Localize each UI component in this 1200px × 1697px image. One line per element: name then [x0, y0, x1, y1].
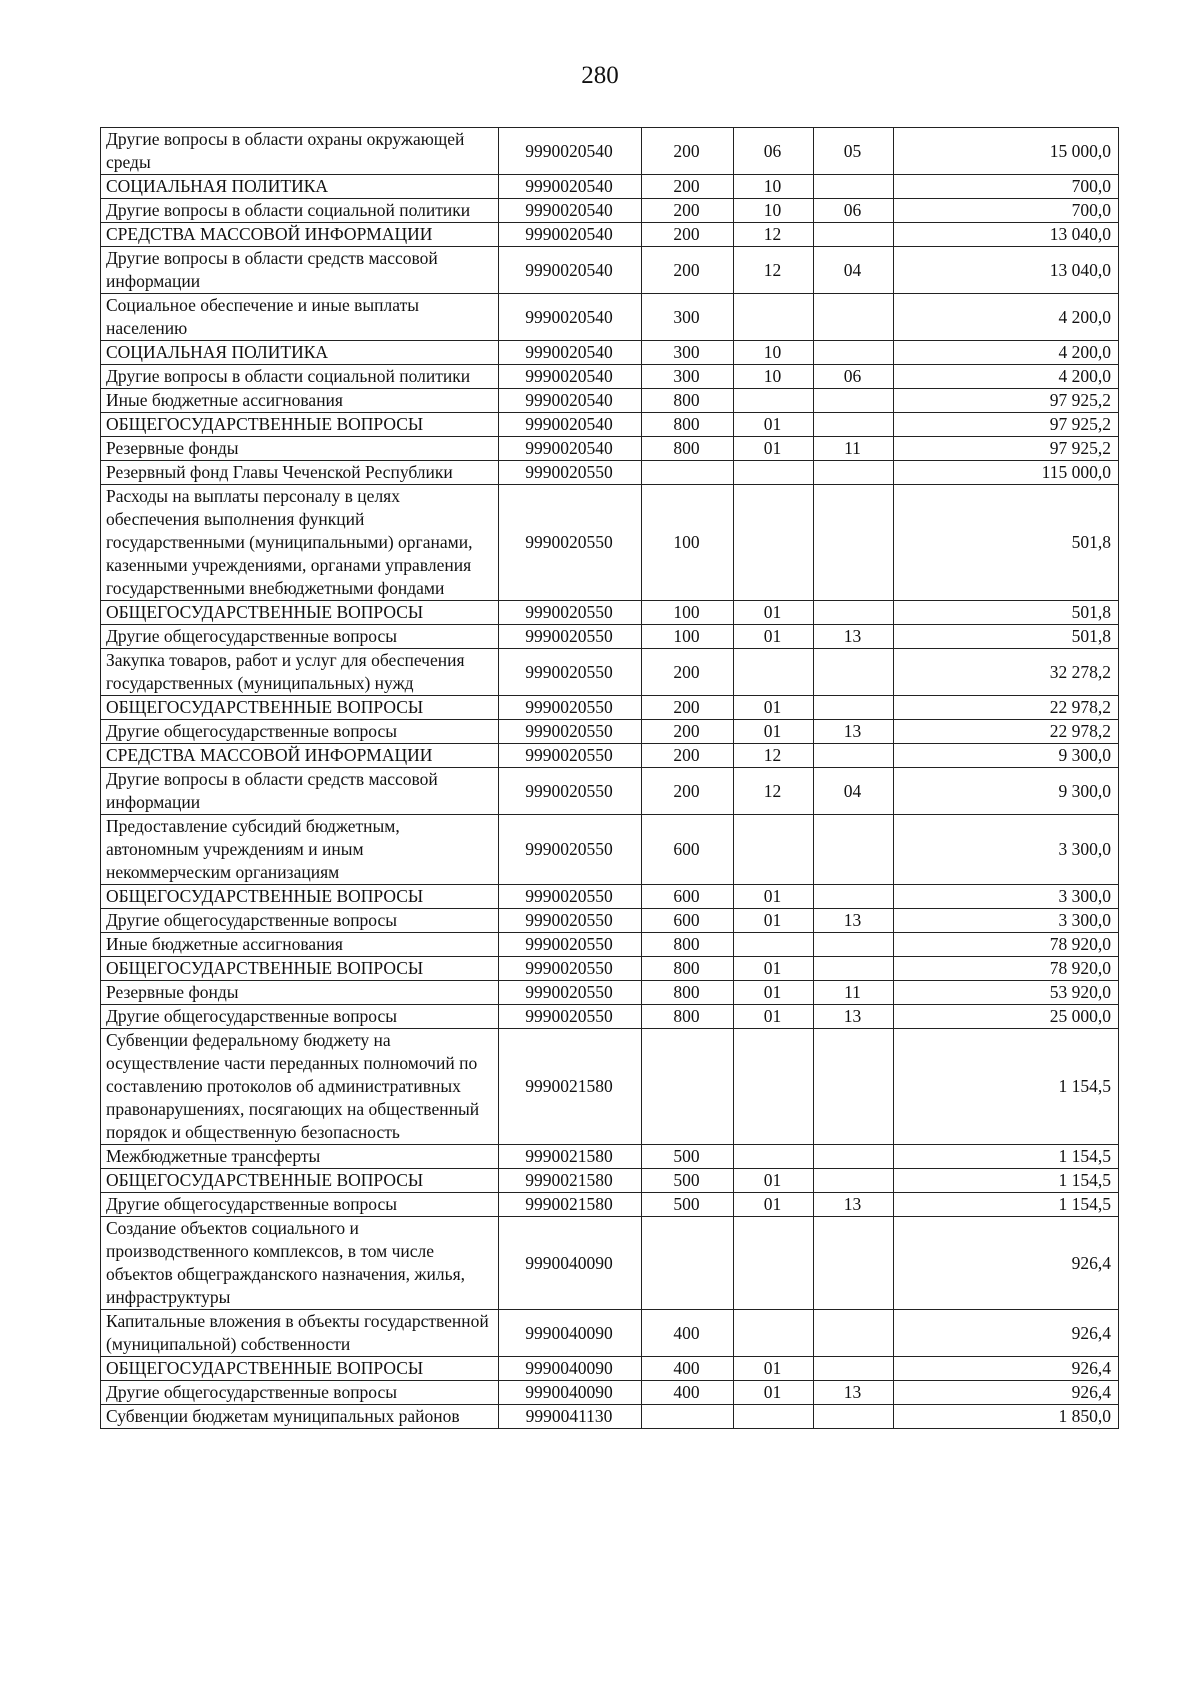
- table-row: [101, 1217, 1119, 1310]
- expense-name-cell: Другие общегосударственные вопросы: [101, 1381, 499, 1405]
- expense-type-cell: 800: [642, 981, 734, 1005]
- target-code-cell: 9990020550: [499, 696, 642, 720]
- section-cell: [734, 294, 814, 341]
- expense-name-cell: ОБЩЕГОСУДАРСТВЕННЫЕ ВОПРОСЫ: [101, 1169, 499, 1193]
- table-row: [101, 768, 1119, 815]
- section-cell: 01: [734, 1005, 814, 1029]
- expense-type-cell: 600: [642, 885, 734, 909]
- amount-cell: 22 978,2: [894, 720, 1119, 744]
- section-cell: [734, 1310, 814, 1357]
- section-cell: 10: [734, 341, 814, 365]
- amount-cell: 926,4: [894, 1310, 1119, 1357]
- amount-cell: 3 300,0: [894, 909, 1119, 933]
- section-cell: [734, 933, 814, 957]
- expense-type-cell: 400: [642, 1381, 734, 1405]
- expense-type-cell: 300: [642, 365, 734, 389]
- target-code-cell: 9990040090: [499, 1357, 642, 1381]
- amount-cell: 15 000,0: [894, 128, 1119, 175]
- table-row: [101, 175, 1119, 199]
- table-row: [101, 696, 1119, 720]
- section-cell: [734, 485, 814, 601]
- subsection-cell: [814, 815, 894, 885]
- amount-cell: 1 154,5: [894, 1029, 1119, 1145]
- table-row: [101, 365, 1119, 389]
- amount-cell: 9 300,0: [894, 768, 1119, 815]
- amount-cell: 1 154,5: [894, 1169, 1119, 1193]
- table-row: [101, 223, 1119, 247]
- table-row: [101, 413, 1119, 437]
- section-cell: 01: [734, 601, 814, 625]
- expense-type-cell: [642, 1029, 734, 1145]
- section-cell: 01: [734, 625, 814, 649]
- expense-name-cell: Капитальные вложения в объекты государственной (муниципальной) собственности: [101, 1310, 499, 1357]
- subsection-cell: [814, 1310, 894, 1357]
- expense-type-cell: 800: [642, 1005, 734, 1029]
- subsection-cell: [814, 601, 894, 625]
- expense-name-cell: Другие вопросы в области средств массовой информации: [101, 768, 499, 815]
- target-code-cell: 9990020550: [499, 744, 642, 768]
- table-row: [101, 1145, 1119, 1169]
- table-row: [101, 815, 1119, 885]
- expense-name-cell: СРЕДСТВА МАССОВОЙ ИНФОРМАЦИИ: [101, 744, 499, 768]
- subsection-cell: [814, 1145, 894, 1169]
- expense-name-cell: Резервный фонд Главы Чеченской Республики: [101, 461, 499, 485]
- section-cell: 01: [734, 720, 814, 744]
- expense-type-cell: 200: [642, 199, 734, 223]
- amount-cell: 97 925,2: [894, 437, 1119, 461]
- expense-type-cell: 200: [642, 744, 734, 768]
- expense-name-cell: СРЕДСТВА МАССОВОЙ ИНФОРМАЦИИ: [101, 223, 499, 247]
- amount-cell: 9 300,0: [894, 744, 1119, 768]
- expense-type-cell: [642, 461, 734, 485]
- expense-type-cell: 800: [642, 413, 734, 437]
- table-row: [101, 744, 1119, 768]
- target-code-cell: 9990020540: [499, 389, 642, 413]
- table-row: [101, 601, 1119, 625]
- target-code-cell: 9990020550: [499, 720, 642, 744]
- expense-type-cell: 400: [642, 1357, 734, 1381]
- subsection-cell: 04: [814, 247, 894, 294]
- section-cell: 01: [734, 413, 814, 437]
- subsection-cell: [814, 744, 894, 768]
- subsection-cell: [814, 223, 894, 247]
- section-cell: [734, 1145, 814, 1169]
- subsection-cell: 11: [814, 981, 894, 1005]
- target-code-cell: 9990020550: [499, 933, 642, 957]
- table-row: [101, 437, 1119, 461]
- section-cell: [734, 1029, 814, 1145]
- expense-type-cell: 800: [642, 933, 734, 957]
- target-code-cell: 9990020540: [499, 365, 642, 389]
- subsection-cell: [814, 696, 894, 720]
- subsection-cell: 06: [814, 199, 894, 223]
- subsection-cell: [814, 1405, 894, 1429]
- section-cell: [734, 389, 814, 413]
- table-row: [101, 128, 1119, 175]
- amount-cell: 1 154,5: [894, 1193, 1119, 1217]
- amount-cell: 78 920,0: [894, 957, 1119, 981]
- section-cell: 10: [734, 365, 814, 389]
- expense-type-cell: 800: [642, 389, 734, 413]
- expense-name-cell: Социальное обеспечение и иные выплаты населению: [101, 294, 499, 341]
- target-code-cell: 9990020540: [499, 294, 642, 341]
- expense-name-cell: Другие вопросы в области охраны окружающей среды: [101, 128, 499, 175]
- section-cell: [734, 461, 814, 485]
- expense-type-cell: 200: [642, 128, 734, 175]
- subsection-cell: [814, 461, 894, 485]
- subsection-cell: [814, 1029, 894, 1145]
- subsection-cell: [814, 1169, 894, 1193]
- target-code-cell: 9990040090: [499, 1381, 642, 1405]
- section-cell: 12: [734, 744, 814, 768]
- expense-type-cell: 100: [642, 625, 734, 649]
- expense-name-cell: ОБЩЕГОСУДАРСТВЕННЫЕ ВОПРОСЫ: [101, 1357, 499, 1381]
- expense-type-cell: 200: [642, 768, 734, 815]
- target-code-cell: 9990020550: [499, 909, 642, 933]
- section-cell: 01: [734, 1357, 814, 1381]
- expense-name-cell: Другие общегосударственные вопросы: [101, 1193, 499, 1217]
- table-row: [101, 981, 1119, 1005]
- subsection-cell: 13: [814, 625, 894, 649]
- amount-cell: 1 154,5: [894, 1145, 1119, 1169]
- expense-name-cell: Другие общегосударственные вопросы: [101, 909, 499, 933]
- page-number: 280: [581, 62, 619, 89]
- expense-type-cell: 100: [642, 601, 734, 625]
- subsection-cell: 13: [814, 1193, 894, 1217]
- target-code-cell: 9990020550: [499, 461, 642, 485]
- amount-cell: 700,0: [894, 199, 1119, 223]
- expense-type-cell: 200: [642, 696, 734, 720]
- expense-name-cell: Резервные фонды: [101, 981, 499, 1005]
- target-code-cell: 9990020540: [499, 413, 642, 437]
- amount-cell: 25 000,0: [894, 1005, 1119, 1029]
- subsection-cell: 11: [814, 437, 894, 461]
- subsection-cell: 13: [814, 909, 894, 933]
- expense-name-cell: Другие общегосударственные вопросы: [101, 625, 499, 649]
- expense-name-cell: Резервные фонды: [101, 437, 499, 461]
- expense-type-cell: 300: [642, 341, 734, 365]
- expense-type-cell: 600: [642, 909, 734, 933]
- section-cell: 12: [734, 768, 814, 815]
- section-cell: 01: [734, 957, 814, 981]
- amount-cell: 3 300,0: [894, 885, 1119, 909]
- amount-cell: 4 200,0: [894, 294, 1119, 341]
- target-code-cell: 9990020550: [499, 649, 642, 696]
- section-cell: [734, 649, 814, 696]
- section-cell: 01: [734, 696, 814, 720]
- section-cell: 12: [734, 247, 814, 294]
- expense-type-cell: 800: [642, 957, 734, 981]
- expense-type-cell: [642, 1405, 734, 1429]
- subsection-cell: [814, 485, 894, 601]
- amount-cell: 4 200,0: [894, 365, 1119, 389]
- target-code-cell: 9990040090: [499, 1310, 642, 1357]
- target-code-cell: 9990020540: [499, 247, 642, 294]
- expense-type-cell: 100: [642, 485, 734, 601]
- table-row: [101, 1381, 1119, 1405]
- expense-type-cell: 600: [642, 815, 734, 885]
- subsection-cell: 04: [814, 768, 894, 815]
- expense-type-cell: 200: [642, 720, 734, 744]
- subsection-cell: [814, 933, 894, 957]
- expense-name-cell: СОЦИАЛЬНАЯ ПОЛИТИКА: [101, 175, 499, 199]
- subsection-cell: [814, 175, 894, 199]
- expense-name-cell: Создание объектов социального и производственного комплексов, в том числе объектов общегражданского назначения, жилья, инфраструктуры: [101, 1217, 499, 1310]
- expense-name-cell: ОБЩЕГОСУДАРСТВЕННЫЕ ВОПРОСЫ: [101, 957, 499, 981]
- section-cell: 01: [734, 981, 814, 1005]
- expense-type-cell: 500: [642, 1145, 734, 1169]
- target-code-cell: 9990020550: [499, 625, 642, 649]
- amount-cell: 115 000,0: [894, 461, 1119, 485]
- target-code-cell: 9990020550: [499, 1005, 642, 1029]
- amount-cell: 78 920,0: [894, 933, 1119, 957]
- subsection-cell: [814, 294, 894, 341]
- expense-name-cell: Другие общегосударственные вопросы: [101, 1005, 499, 1029]
- target-code-cell: 9990020540: [499, 437, 642, 461]
- expense-name-cell: Межбюджетные трансферты: [101, 1145, 499, 1169]
- table-row: [101, 294, 1119, 341]
- amount-cell: 926,4: [894, 1381, 1119, 1405]
- target-code-cell: 9990021580: [499, 1193, 642, 1217]
- table-row: [101, 1005, 1119, 1029]
- amount-cell: 3 300,0: [894, 815, 1119, 885]
- target-code-cell: 9990021580: [499, 1169, 642, 1193]
- expense-type-cell: 400: [642, 1310, 734, 1357]
- table-row: [101, 341, 1119, 365]
- expense-type-cell: 500: [642, 1169, 734, 1193]
- expense-type-cell: [642, 1217, 734, 1310]
- subsection-cell: [814, 341, 894, 365]
- target-code-cell: 9990020550: [499, 601, 642, 625]
- target-code-cell: 9990020550: [499, 885, 642, 909]
- expense-name-cell: ОБЩЕГОСУДАРСТВЕННЫЕ ВОПРОСЫ: [101, 413, 499, 437]
- section-cell: 01: [734, 885, 814, 909]
- amount-cell: 97 925,2: [894, 413, 1119, 437]
- target-code-cell: 9990020540: [499, 341, 642, 365]
- amount-cell: 1 850,0: [894, 1405, 1119, 1429]
- target-code-cell: 9990020550: [499, 981, 642, 1005]
- expense-name-cell: ОБЩЕГОСУДАРСТВЕННЫЕ ВОПРОСЫ: [101, 601, 499, 625]
- table-row: [101, 247, 1119, 294]
- target-code-cell: 9990020540: [499, 199, 642, 223]
- subsection-cell: [814, 413, 894, 437]
- table-row: [101, 485, 1119, 601]
- section-cell: 12: [734, 223, 814, 247]
- expense-name-cell: ОБЩЕГОСУДАРСТВЕННЫЕ ВОПРОСЫ: [101, 696, 499, 720]
- table-row: [101, 720, 1119, 744]
- expense-name-cell: СОЦИАЛЬНАЯ ПОЛИТИКА: [101, 341, 499, 365]
- table-row: [101, 909, 1119, 933]
- expense-type-cell: 200: [642, 247, 734, 294]
- expense-name-cell: Предоставление субсидий бюджетным, автономным учреждениям и иным некоммерческим организациям: [101, 815, 499, 885]
- subsection-cell: [814, 389, 894, 413]
- amount-cell: 22 978,2: [894, 696, 1119, 720]
- table-row: [101, 461, 1119, 485]
- expense-name-cell: Закупка товаров, работ и услуг для обеспечения государственных (муниципальных) нужд: [101, 649, 499, 696]
- section-cell: 06: [734, 128, 814, 175]
- expense-name-cell: Другие вопросы в области социальной политики: [101, 365, 499, 389]
- budget-table: [100, 127, 1119, 1429]
- target-code-cell: 9990020550: [499, 957, 642, 981]
- section-cell: 01: [734, 437, 814, 461]
- expense-type-cell: 200: [642, 175, 734, 199]
- amount-cell: 53 920,0: [894, 981, 1119, 1005]
- amount-cell: 97 925,2: [894, 389, 1119, 413]
- table-row: [101, 199, 1119, 223]
- subsection-cell: 06: [814, 365, 894, 389]
- table-row: [101, 1169, 1119, 1193]
- expense-name-cell: Иные бюджетные ассигнования: [101, 389, 499, 413]
- subsection-cell: 13: [814, 720, 894, 744]
- expense-type-cell: 200: [642, 223, 734, 247]
- amount-cell: 501,8: [894, 601, 1119, 625]
- expense-type-cell: 800: [642, 437, 734, 461]
- budget-table-body: [101, 128, 1119, 1429]
- target-code-cell: 9990041130: [499, 1405, 642, 1429]
- table-row: [101, 649, 1119, 696]
- table-row: [101, 885, 1119, 909]
- table-row: [101, 1193, 1119, 1217]
- table-row: [101, 933, 1119, 957]
- table-row: [101, 389, 1119, 413]
- expense-type-cell: 300: [642, 294, 734, 341]
- amount-cell: 501,8: [894, 485, 1119, 601]
- section-cell: 01: [734, 909, 814, 933]
- section-cell: 01: [734, 1193, 814, 1217]
- target-code-cell: 9990020540: [499, 175, 642, 199]
- expense-name-cell: Иные бюджетные ассигнования: [101, 933, 499, 957]
- subsection-cell: 05: [814, 128, 894, 175]
- expense-name-cell: Другие вопросы в области средств массовой информации: [101, 247, 499, 294]
- table-row: [101, 957, 1119, 981]
- subsection-cell: 13: [814, 1381, 894, 1405]
- section-cell: [734, 815, 814, 885]
- amount-cell: 13 040,0: [894, 223, 1119, 247]
- target-code-cell: 9990021580: [499, 1029, 642, 1145]
- expense-name-cell: Расходы на выплаты персоналу в целях обеспечения выполнения функций государственными (муниципальными) органами, казенными учреждениями, органами управления государственными внебюджетными фондами: [101, 485, 499, 601]
- amount-cell: 700,0: [894, 175, 1119, 199]
- table-row: [101, 1405, 1119, 1429]
- expense-name-cell: Субвенции бюджетам муниципальных районов: [101, 1405, 499, 1429]
- target-code-cell: 9990040090: [499, 1217, 642, 1310]
- expense-name-cell: Другие вопросы в области социальной политики: [101, 199, 499, 223]
- expense-name-cell: ОБЩЕГОСУДАРСТВЕННЫЕ ВОПРОСЫ: [101, 885, 499, 909]
- section-cell: 10: [734, 175, 814, 199]
- subsection-cell: [814, 649, 894, 696]
- section-cell: 01: [734, 1381, 814, 1405]
- expense-name-cell: Субвенции федеральному бюджету на осуществление части переданных полномочий по составлению протоколов об административных правонарушениях, посягающих на общественный порядок и общественную безопасность: [101, 1029, 499, 1145]
- target-code-cell: 9990020550: [499, 768, 642, 815]
- section-cell: 01: [734, 1169, 814, 1193]
- target-code-cell: 9990020540: [499, 128, 642, 175]
- amount-cell: 4 200,0: [894, 341, 1119, 365]
- section-cell: [734, 1217, 814, 1310]
- subsection-cell: [814, 957, 894, 981]
- section-cell: [734, 1405, 814, 1429]
- expense-type-cell: 500: [642, 1193, 734, 1217]
- expense-name-cell: Другие общегосударственные вопросы: [101, 720, 499, 744]
- table-row: [101, 1029, 1119, 1145]
- target-code-cell: 9990021580: [499, 1145, 642, 1169]
- target-code-cell: 9990020540: [499, 223, 642, 247]
- amount-cell: 13 040,0: [894, 247, 1119, 294]
- subsection-cell: 13: [814, 1005, 894, 1029]
- section-cell: 10: [734, 199, 814, 223]
- expense-type-cell: 200: [642, 649, 734, 696]
- subsection-cell: [814, 1217, 894, 1310]
- target-code-cell: 9990020550: [499, 815, 642, 885]
- amount-cell: 32 278,2: [894, 649, 1119, 696]
- amount-cell: 926,4: [894, 1357, 1119, 1381]
- table-row: [101, 625, 1119, 649]
- amount-cell: 926,4: [894, 1217, 1119, 1310]
- subsection-cell: [814, 885, 894, 909]
- target-code-cell: 9990020550: [499, 485, 642, 601]
- amount-cell: 501,8: [894, 625, 1119, 649]
- subsection-cell: [814, 1357, 894, 1381]
- table-row: [101, 1357, 1119, 1381]
- table-row: [101, 1310, 1119, 1357]
